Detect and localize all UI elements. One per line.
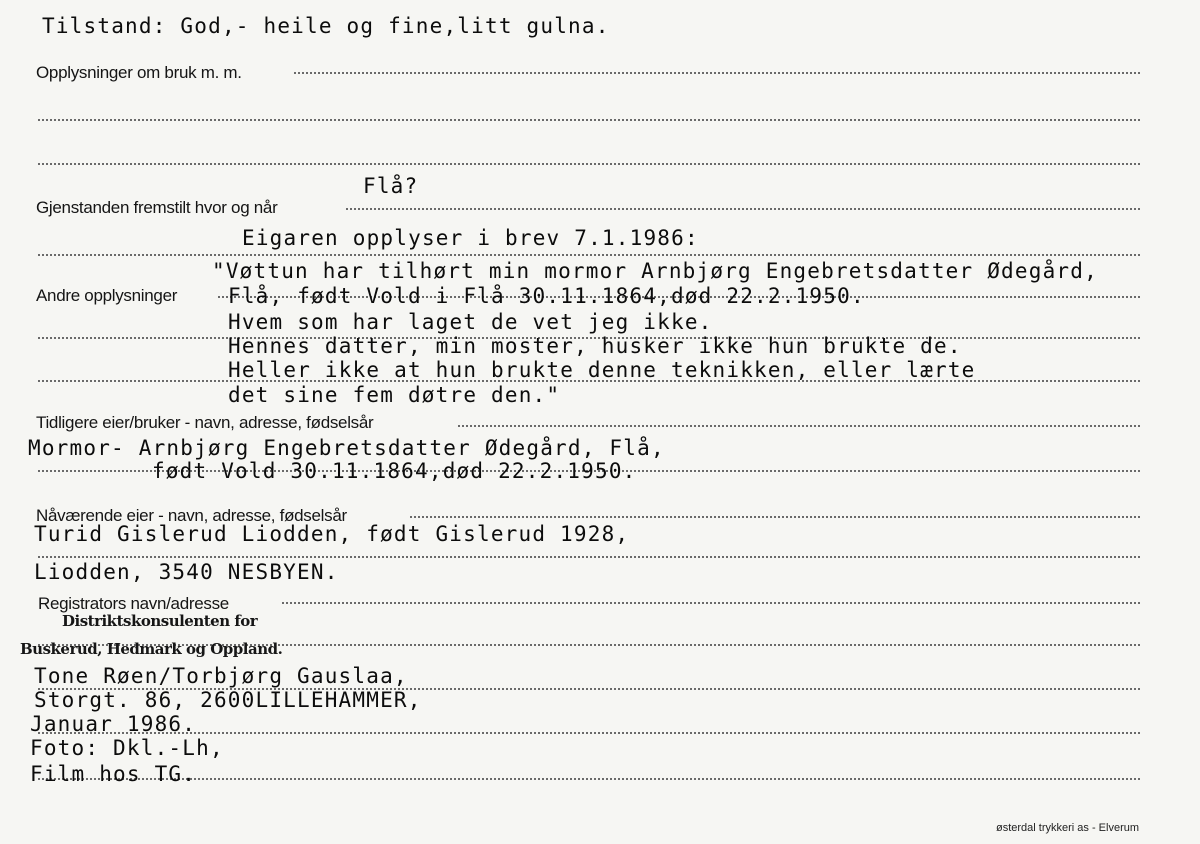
current-owner-dotted-line [410, 516, 1140, 518]
usage-dotted-line-3 [38, 163, 1140, 165]
registrar-dotted-line-5 [38, 778, 1140, 780]
usage-label: Opplysninger om bruk m. m. [36, 63, 242, 82]
condition-line: Tilstand: God,- heile og fine,litt gulna. [42, 14, 610, 38]
registrar-dotted-line [282, 602, 1140, 604]
usage-dotted-line [294, 72, 1140, 74]
other-info-line-7: det sine fem døtre den." [228, 383, 561, 407]
registrar-label: Registrators navn/adresse [38, 594, 229, 613]
other-info-line-1: Eigaren opplyser i brev 7.1.1986: [242, 226, 699, 250]
registrar-line-4: Foto: Dkl.-Lh, [30, 736, 224, 760]
previous-owner-line-2: født Vold 30.11.1864,død 22.2.1950. [152, 459, 637, 483]
other-dotted-line-4 [38, 380, 1140, 382]
previous-owner-line-1: Mormor- Arnbjørg Engebretsdatter Ødegård, Flå, [28, 436, 665, 460]
current-owner-dotted-line-2 [38, 556, 1140, 558]
other-info-line-4: Hvem som har laget de vet jeg ikke. [228, 310, 713, 334]
current-owner-label: Nåværende eier - navn, adresse, fødselsår [36, 506, 347, 525]
other-dotted-line-1 [38, 254, 1140, 256]
other-info-line-5: Hennes datter, min moster, husker ikke hun brukte de. [228, 334, 962, 358]
current-owner-line-1: Turid Gislerud Liodden, født Gislerud 1928, [34, 522, 630, 546]
registrar-line-1: Tone Røen/Torbjørg Gauslaa, [34, 664, 408, 688]
previous-owner-dotted-line [458, 425, 1140, 427]
usage-dotted-line-2 [38, 119, 1140, 121]
other-info-line-3: Flå, født Vold i Flå 30.11.1864,død 22.2.1950. [228, 284, 865, 308]
registrar-line-3: Januar 1986. [30, 712, 197, 736]
origin-label: Gjenstanden fremstilt hvor og når [36, 198, 278, 217]
registrar-dotted-line-4 [38, 732, 1140, 734]
origin-dotted-line [346, 208, 1140, 210]
registrar-line-2: Storgt. 86, 2600LILLEHAMMER, [34, 688, 422, 712]
other-label: Andre opplysninger [36, 286, 178, 305]
stamp-line-1: Distriktskonsulenten for [62, 612, 258, 630]
origin-value: Flå? [363, 174, 419, 198]
previous-owner-label: Tidligere eier/bruker - navn, adresse, fødselsår [36, 413, 374, 432]
other-info-line-2: "Vøttun har tilhørt min mormor Arnbjørg Engebretsdatter Ødegård, [212, 259, 1098, 283]
printer-imprint: østerdal trykkeri as - Elverum [996, 822, 1140, 834]
stamp-line-2: Buskerud, Hedmark og Oppland. [20, 640, 283, 658]
other-info-line-6: Heller ikke at hun brukte denne teknikken, eller lærte [228, 358, 976, 382]
current-owner-line-2: Liodden, 3540 NESBYEN. [34, 560, 339, 584]
registrar-line-5: Film hos TG. [30, 762, 197, 786]
